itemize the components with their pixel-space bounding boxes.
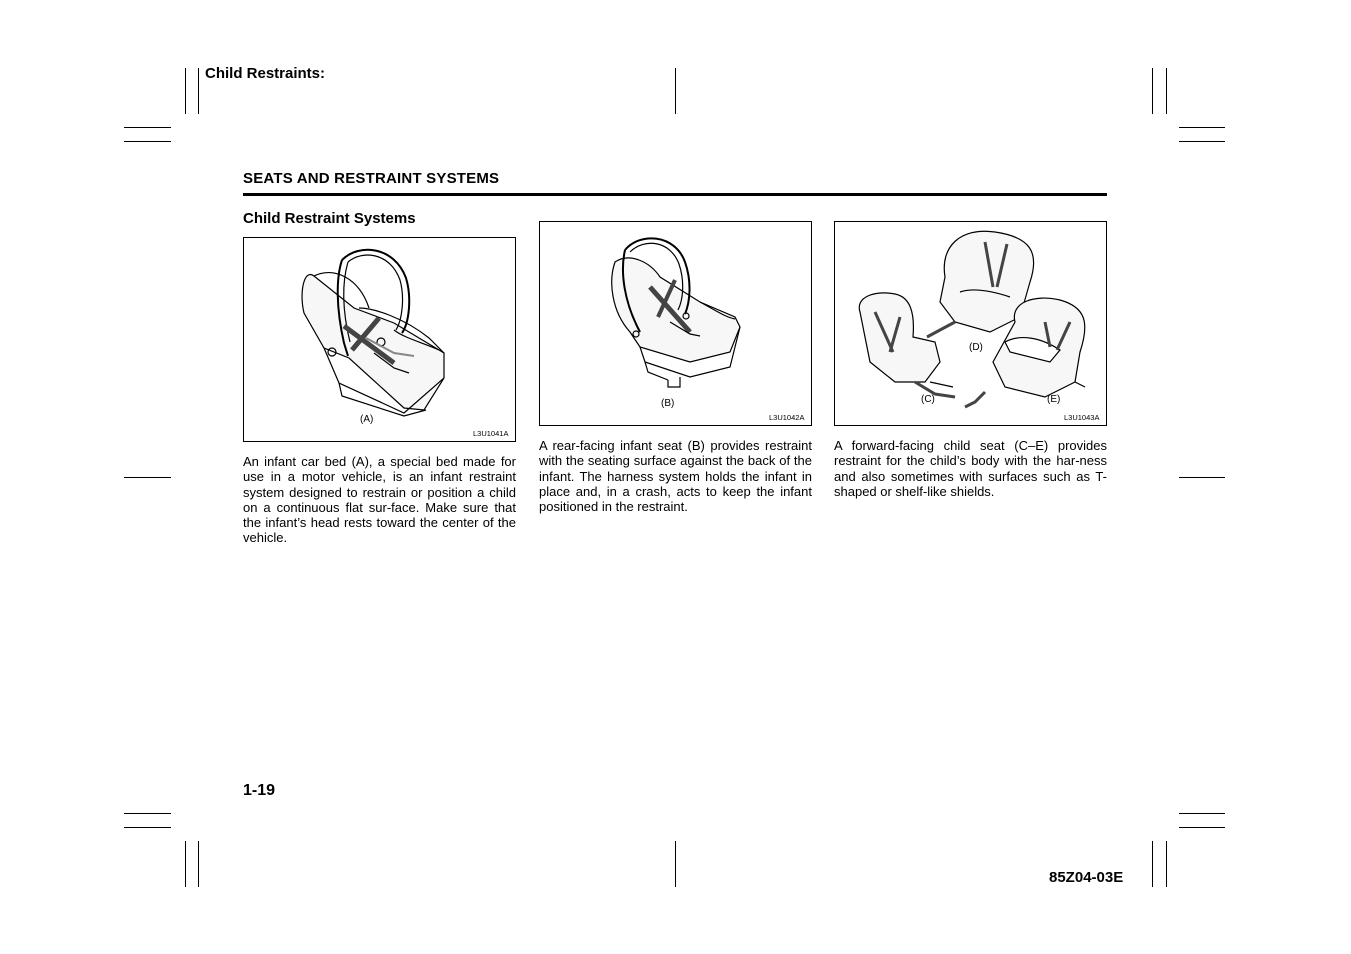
figure-label-a: (A) — [360, 414, 374, 425]
subsection-title: Child Restraint Systems — [243, 210, 416, 227]
document-code: 85Z04-03E — [1049, 869, 1124, 886]
figure-label-c: (C) — [921, 394, 935, 405]
infant-car-bed-icon — [244, 238, 515, 441]
section-divider — [243, 193, 1107, 196]
paragraph-infant-car-bed: An infant car bed (A), a special bed made for use in a motor vehicle, is an infant restraint system designed to restrain or position a child on a continuous flat sur-face. Make sure that the infant’s head rests toward the center of the vehicle. — [243, 454, 516, 546]
figure-code: L3U1043A — [1064, 413, 1100, 422]
rear-facing-infant-seat-icon — [540, 222, 811, 425]
figure-label-b: (B) — [661, 398, 675, 409]
figure-label-d: (D) — [969, 342, 983, 353]
figure-code: L3U1041A — [473, 429, 509, 438]
figure-label-e: (E) — [1047, 394, 1061, 405]
figure-code: L3U1042A — [769, 413, 805, 422]
figure-rear-facing-infant-seat — [539, 221, 812, 426]
document-label: Child Restraints: — [205, 65, 326, 82]
figure-infant-car-bed — [243, 237, 516, 442]
figure-forward-facing-child-seats — [834, 221, 1107, 426]
page-number: 1-19 — [243, 782, 276, 799]
forward-facing-child-seat-icon — [835, 222, 1106, 425]
paragraph-forward-facing-seat: A forward-facing child seat (C–E) provides restraint for the child’s body with the har-ness and also sometimes with surfaces such as T-shaped or shelf-like shields. — [834, 438, 1107, 499]
paragraph-rear-facing-seat: A rear-facing infant seat (B) provides restraint with the seating surface against the back of the infant. The harness system holds the infant in place and, in a crash, acts to keep the infant positioned in the restraint. — [539, 438, 812, 515]
section-title: SEATS AND RESTRAINT SYSTEMS — [243, 170, 500, 187]
